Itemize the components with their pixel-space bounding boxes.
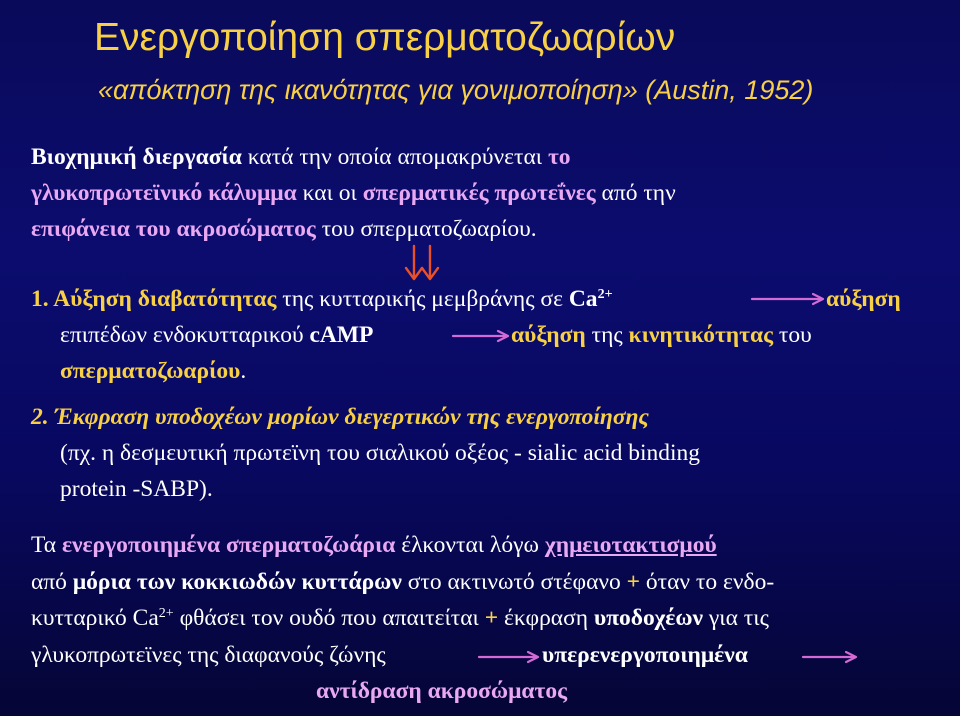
final-text: κυτταρικό $Ca^{2+}$	[31, 605, 174, 631]
arrow-right-icon	[452, 330, 510, 342]
activated-sperm-term: ενεργοποιημένα σπερματοζωάρια	[61, 532, 396, 558]
page-subtitle: «απόκτηση της ικανότητας για γονιμοποίηση» (Austin, 1952)	[98, 75, 814, 105]
intro-term-highlight: επιφάνεια του ακροσώματος	[31, 216, 316, 242]
plus-sign: +	[484, 605, 499, 631]
motility-term: κινητικότητας	[628, 322, 774, 348]
point1-increase-label: αύξηση	[826, 286, 901, 312]
final-text: από	[31, 569, 73, 595]
intro-term-highlight: γλυκοπρωτεϊνικό κάλυμμα	[31, 180, 297, 206]
final-line-3	[31, 603, 769, 633]
final-text: έλκονται λόγω	[395, 532, 545, 558]
intro-text: από την	[595, 180, 676, 206]
point1-text: .	[240, 358, 247, 384]
final-line-1	[31, 530, 717, 560]
hyperactivated-term: υπερενεργοποιημένα	[542, 642, 748, 668]
point1-term: Αύξηση διαβατότητας	[53, 286, 277, 312]
intro-line-2	[31, 178, 676, 208]
final-text: γλυκοπρωτεϊνες της διαφανούς ζώνης	[31, 642, 386, 668]
arrow-right-icon	[751, 293, 825, 305]
intro-text: και οι	[296, 180, 363, 206]
point1-text: του	[773, 322, 812, 348]
intro-line-1	[31, 142, 571, 172]
intro-term-highlight: το	[547, 144, 571, 170]
acrosome-reaction-term: αντίδραση ακροσώματος	[316, 678, 568, 704]
receptors-term: υποδοχέων	[593, 605, 704, 631]
double-down-arrow-icon	[402, 244, 442, 284]
final-text: για τις	[703, 605, 769, 631]
point1-text: της κυτταρικής μεμβράνης σε	[276, 286, 569, 312]
intro-term: Βιοχημική διεργασία	[31, 144, 242, 170]
chemotaxis-term: χημειοτακτισμού	[544, 532, 717, 558]
point2-line-2: (πχ. η δεσμευτική πρωτεϊνη του σιαλικού οξέος - sialic acid binding	[60, 440, 701, 466]
point1-text: της	[585, 322, 629, 348]
point1-increase-label: αύξηση	[511, 322, 586, 348]
intro-term-highlight: σπερματικές πρωτεΐνες	[362, 180, 596, 206]
intro-text: του σπερματοζωαρίου.	[315, 216, 537, 242]
camp-label: cAMP	[309, 322, 374, 348]
point1-line-3	[60, 356, 246, 386]
intro-line-3	[31, 214, 537, 244]
spermatozoon-term: σπερματοζωαρίου	[60, 358, 241, 384]
point1-number: 1.	[31, 286, 54, 312]
final-text: Τα	[31, 532, 62, 558]
point1-line-1	[31, 284, 613, 314]
point1-line-2	[60, 320, 373, 350]
point2-heading: 2. Έκφραση υποδοχέων μορίων διεγερτικών της ενεργοποίησης	[31, 404, 649, 430]
final-line-4	[31, 640, 386, 670]
final-text: στο ακτινωτό στέφανο	[401, 569, 627, 595]
arrow-right-icon	[478, 651, 540, 663]
page-title: Ενεργοποίηση σπερματοζωαρίων	[94, 16, 676, 59]
granulosa-term: μόρια των κοκκιωδών κυττάρων	[72, 569, 402, 595]
intro-text: κατά την οποία απομακρύνεται	[241, 144, 548, 170]
arrow-right-icon	[802, 651, 858, 663]
point1-line-2b	[511, 320, 812, 350]
final-line-2	[31, 567, 774, 597]
point1-text: επιπέδων ενδοκυτταρικού	[60, 322, 310, 348]
final-text: έκφραση	[498, 605, 594, 631]
final-text: φθάσει τον ουδό που απαιτείται	[173, 605, 485, 631]
final-text: όταν το ενδο-	[640, 569, 775, 595]
calcium-label: $Ca^{2+}$	[568, 286, 613, 312]
plus-sign: +	[626, 569, 641, 595]
point2-line-3: protein -SABP).	[60, 476, 213, 502]
